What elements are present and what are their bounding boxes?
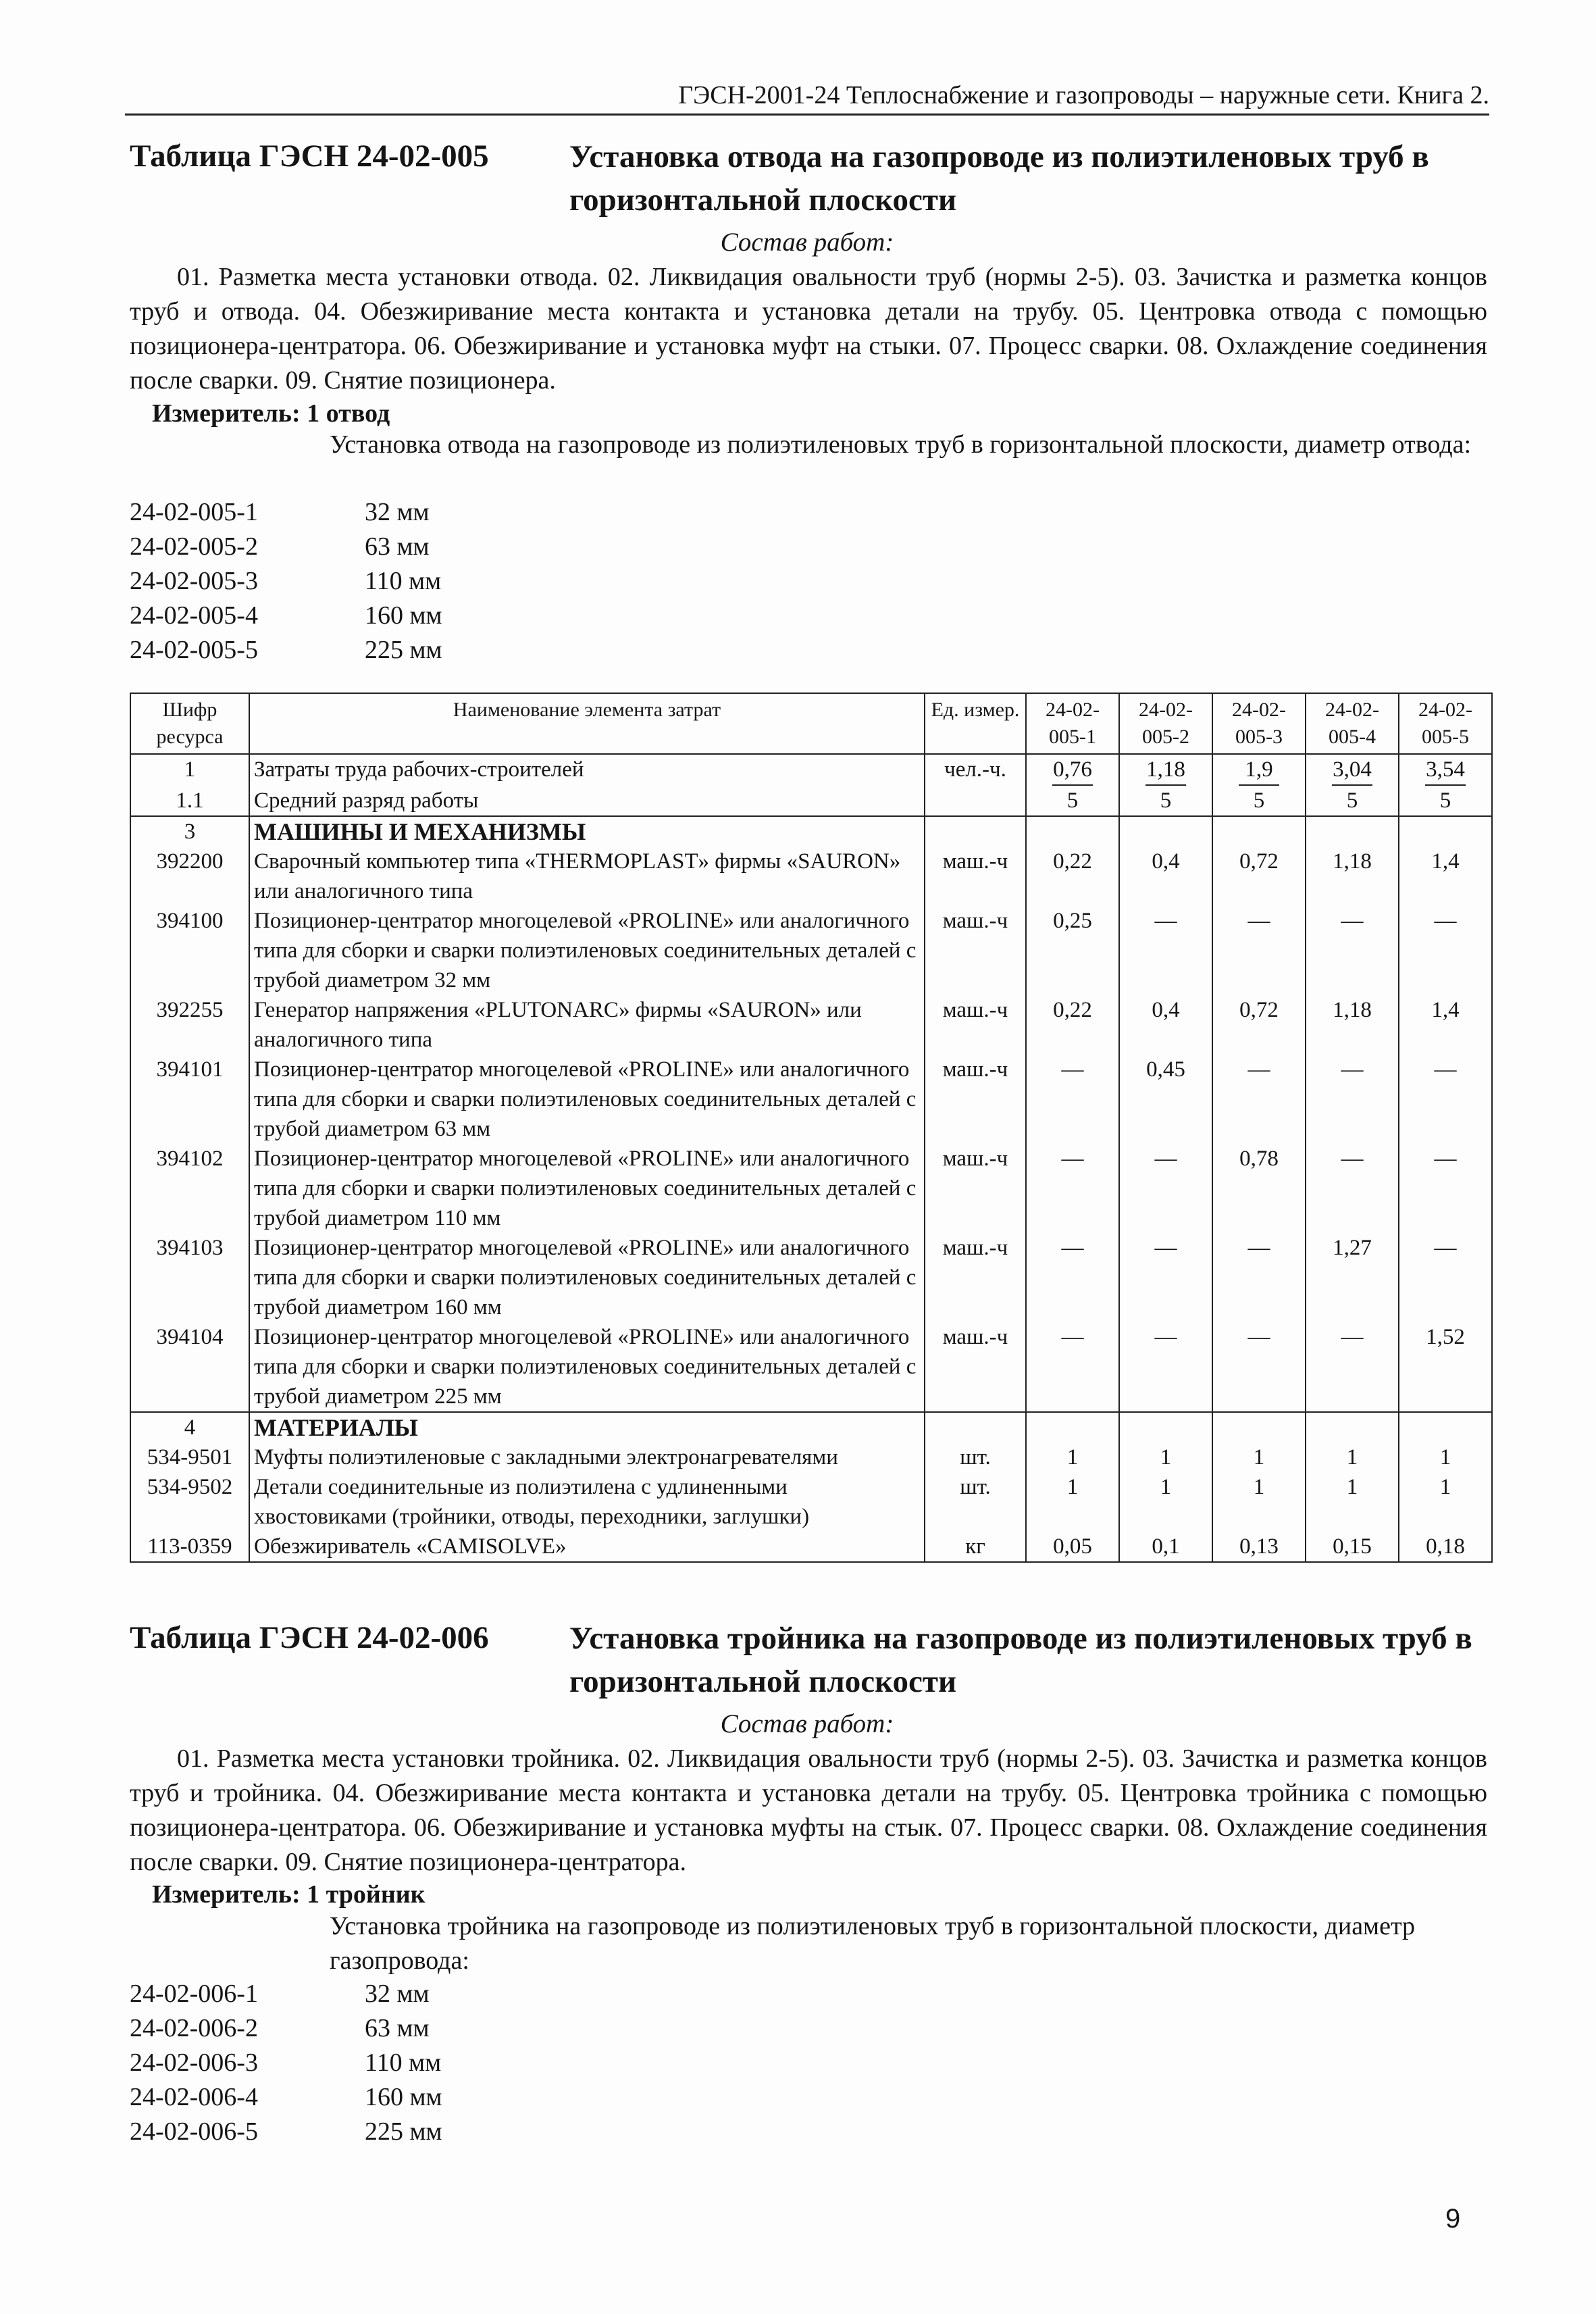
code-item: 24-02-005-5 225 мм: [130, 636, 442, 664]
section-row: 3 МАШИНЫ И МЕХАНИЗМЫ: [130, 816, 1492, 847]
table-row: 394104 Позиционер-центратор многоцелевой «PROLINE» или аналогичного типа для сборки и сварки полиэтиленовых соединительных деталей с трубой диаметром 225 мм маш.-ч — — — — 1,52: [130, 1322, 1492, 1412]
header-name: Наименование элемента затрат: [249, 693, 925, 754]
table-header-row: [130, 693, 1492, 754]
table-row: 534-9501 Муфты полиэтиленовые с закладными электронагревателями шт. 1 1 1 1 1: [130, 1442, 1492, 1472]
running-header: ГЭСН-2001-24 Теплоснабжение и газопроводы – наружные сети. Книга 2.: [125, 80, 1489, 116]
table-row: 1 Затраты труда рабочих-строителей чел.-ч. 0,76 1,18 1,9 3,04 3,54: [130, 754, 1492, 786]
table-row: 394100 Позиционер-центратор многоцелевой «PROLINE» или аналогичного типа для сборки и сварки полиэтиленовых соединительных деталей с трубой диаметром 32 мм маш.-ч 0,25 — — — —: [130, 906, 1492, 995]
table1-code-list: [130, 495, 442, 668]
header-col-2: 24-02-005-2: [1119, 693, 1212, 754]
code-item: 24-02-005-3 110 мм: [130, 567, 442, 595]
header-code: Шифр ресурса: [130, 693, 249, 754]
header-unit: Ед. измер.: [925, 693, 1026, 754]
table2-meter-label: Измеритель:: [152, 1880, 301, 1909]
header-col-4: 24-02-005-4: [1306, 693, 1399, 754]
table-row: 534-9502 Детали соединительные из полиэтилена с удлиненными хвостовиками (тройники, отводы, переходники, заглушки) шт. 1 1 1 1 1: [130, 1472, 1492, 1532]
header-col-5: 24-02-005-5: [1399, 693, 1492, 754]
resource-table: [130, 693, 1493, 1563]
table2-meter: [152, 1878, 426, 1911]
table-row: 1.1 Средний разряд работы 5 5 5 5 5: [130, 786, 1492, 816]
code-item: 24-02-005-4 160 мм: [130, 601, 442, 630]
table-row: 392200 Сварочный компьютер типа «THERMOPLAST» фирмы «SAURON» или аналогичного типа маш.-ч 0,22 0,4 0,72 1,18 1,4: [130, 847, 1492, 906]
table2-code-list: [130, 1977, 442, 2149]
header-col-1: 24-02-005-1: [1026, 693, 1119, 754]
section-row: 4 МАТЕРИАЛЫ: [130, 1412, 1492, 1442]
table2-meter-value: 1 тройник: [307, 1880, 426, 1909]
table1-title: Установка отвода на газопроводе из полиэтиленовых труб в горизонтальной плоскости: [569, 139, 1429, 218]
code-item: 24-02-006-5 225 мм: [130, 2117, 442, 2146]
table1-work-caption: Состав работ:: [720, 228, 894, 257]
table1-meter-label: Измеритель:: [152, 399, 301, 428]
code-item: 24-02-006-1 32 мм: [130, 1980, 430, 2008]
table-row: 113-0359 Обезжириватель «CAMISOLVE» кг 0,05 0,1 0,13 0,15 0,18: [130, 1532, 1492, 1562]
table-row: 394102 Позиционер-центратор многоцелевой «PROLINE» или аналогичного типа для сборки и сварки полиэтиленовых соединительных деталей с трубой диаметром 110 мм маш.-ч — — 0,78 — —: [130, 1144, 1492, 1233]
header-col-3: 24-02-005-3: [1212, 693, 1306, 754]
table1-label: Таблица ГЭСН 24-02-005: [130, 139, 489, 174]
table-row: 392255 Генератор напряжения «PLUTONARC» фирмы «SAURON» или аналогичного типа маш.-ч 0,22 0,4 0,72 1,18 1,4: [130, 995, 1492, 1055]
table2-label: Таблица ГЭСН 24-02-006: [130, 1620, 489, 1655]
table-row: 394101 Позиционер-центратор многоцелевой «PROLINE» или аналогичного типа для сборки и сварки полиэтиленовых соединительных деталей с трубой диаметром 63 мм маш.-ч — 0,45 — — —: [130, 1055, 1492, 1144]
table-row: 394103 Позиционер-центратор многоцелевой «PROLINE» или аналогичного типа для сборки и сварки полиэтиленовых соединительных деталей с трубой диаметром 160 мм маш.-ч — — — 1,27 —: [130, 1233, 1492, 1322]
table2-param-desc: Установка тройника на газопроводе из полиэтиленовых труб в горизонтальной плоскости, диаметр газопровода:: [330, 1912, 1416, 1975]
table1-meter-value: 1 отвод: [307, 399, 390, 428]
code-item: 24-02-006-4 160 мм: [130, 2083, 442, 2111]
table1-param-desc: Установка отвода на газопроводе из полиэтиленовых труб в горизонтальной плоскости, диаметр отвода:: [330, 430, 1472, 459]
table2-work-caption: Состав работ:: [720, 1709, 894, 1738]
code-item: 24-02-006-2 63 мм: [130, 2014, 430, 2042]
code-item: 24-02-005-2 63 мм: [130, 532, 430, 561]
table1-work-text: 01. Разметка места установки отвода. 02. Ликвидация овальности труб (нормы 2-5). 03. Зачистка и разметка концов труб и отвода. 04. Обезжиривание места контакта и установка детали на трубу. 05. Центровка отвода с помощью позиционера-центратора. 06. Обезжиривание и установка муфт на стыки. 07. Процесс сварки. 08. Охлаждение соединения после сварки. 09. Снятие позиционера.: [130, 263, 1487, 395]
table2-work-text: 01. Разметка места установки тройника. 02. Ликвидация овальности труб (нормы 2-5). 03. Зачистка и разметка концов труб и тройника. 04. Обезжиривание места контакта и установка детали на трубу. 05. Центровка тройника с помощью позиционера-центратора. 06. Обезжиривание и установка муфты на стык. 07. Процесс сварки. 08. Охлаждение соединения после сварки. 09. Снятие позиционера-центратора.: [130, 1744, 1487, 1876]
table2-title: Установка тройника на газопроводе из полиэтиленовых труб в горизонтальной плоскости: [569, 1621, 1472, 1699]
table1-meter: [152, 397, 390, 430]
code-item: 24-02-005-1 32 мм: [130, 498, 430, 526]
code-item: 24-02-006-3 110 мм: [130, 2048, 442, 2077]
page-number: 9: [1445, 2204, 1461, 2234]
